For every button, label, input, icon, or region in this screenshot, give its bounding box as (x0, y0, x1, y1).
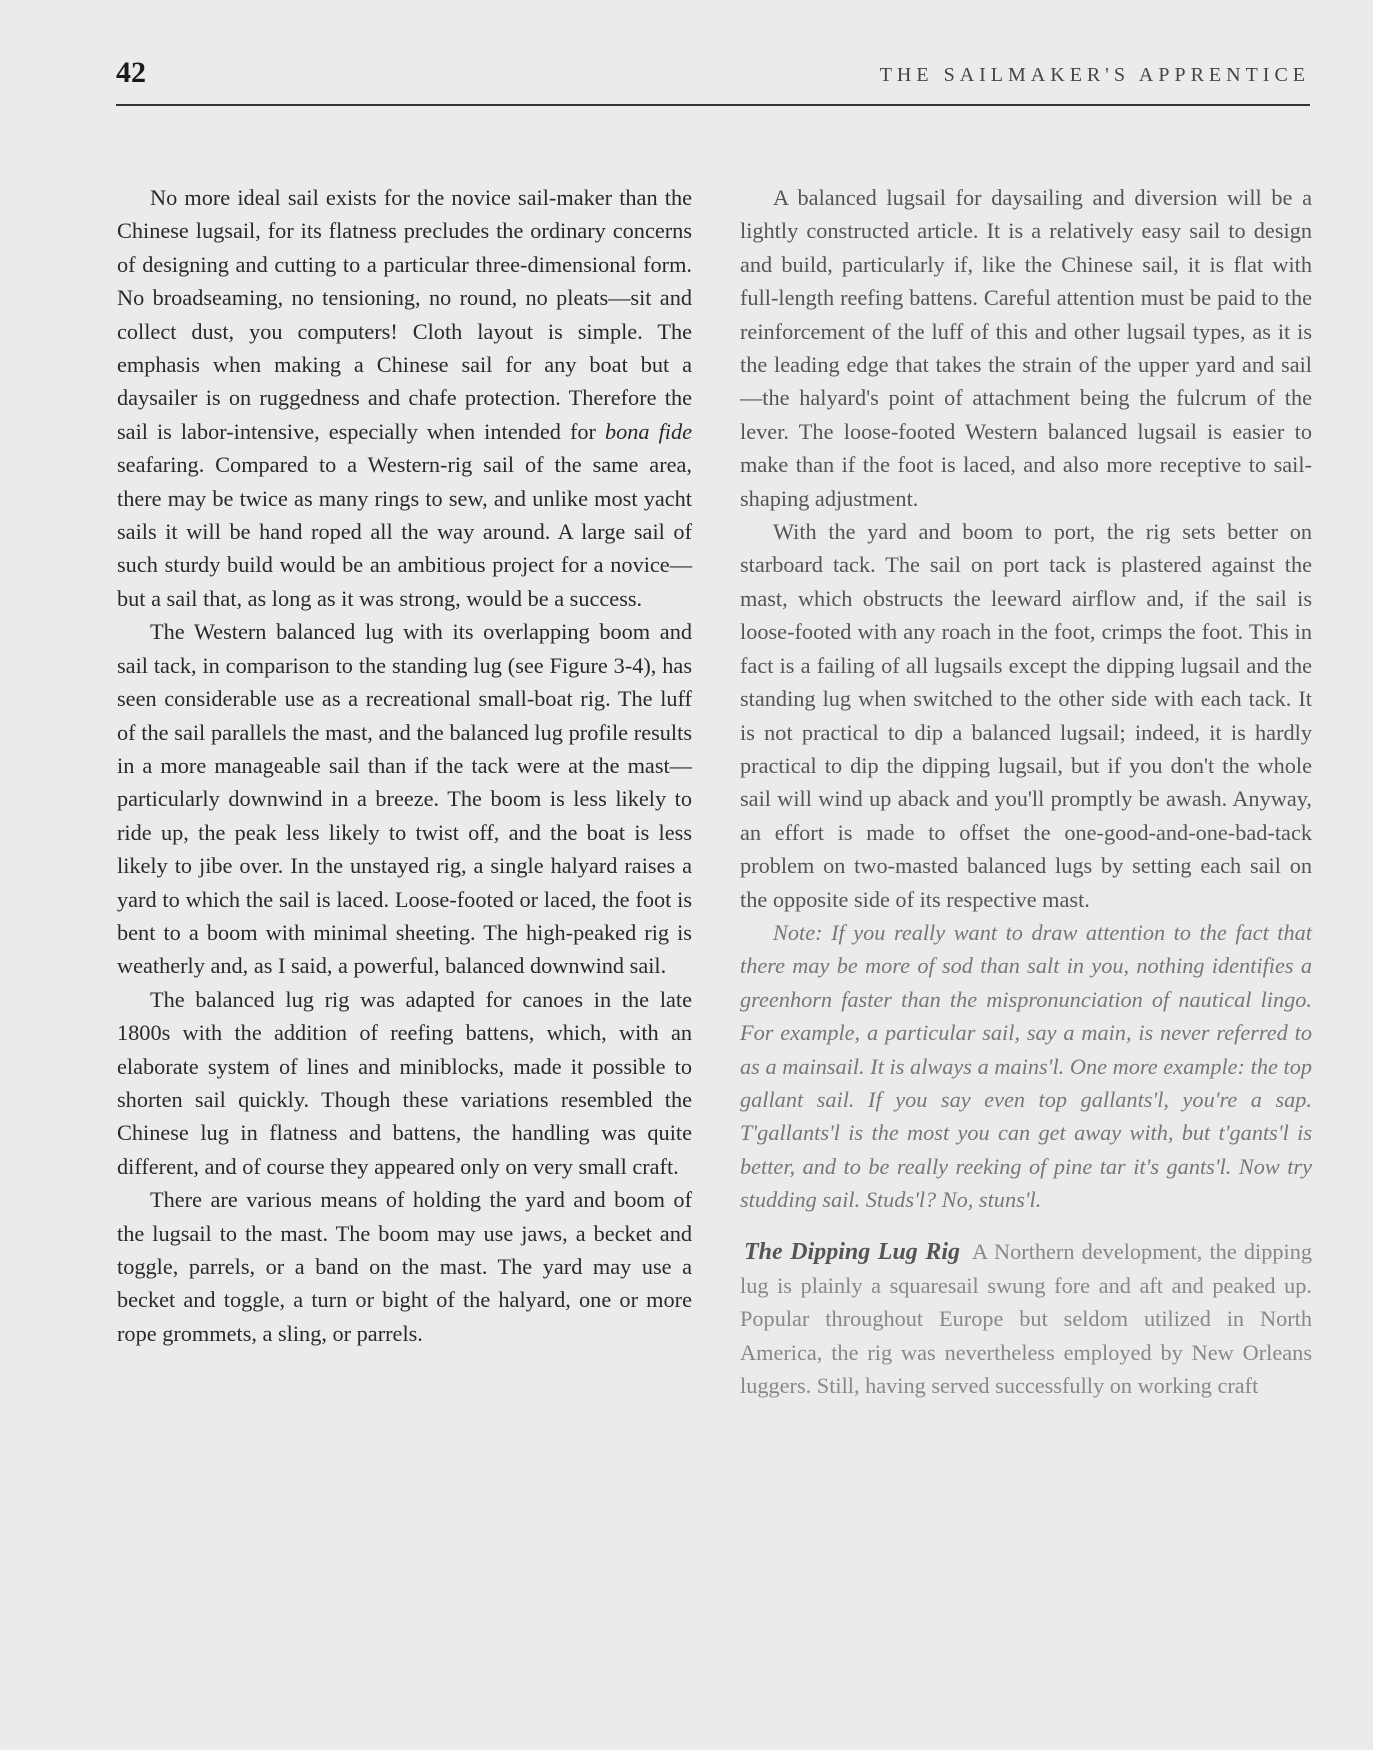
page-header (116, 56, 1310, 106)
paragraph: A balanced lugsail for daysailing and diversion will be a lightly constructed article. It is a relatively easy sail to design and build, particularly if, like the Chinese sail, it is flat with full-length reefing battens. Careful attention must be paid to the reinforcement of the luff of this and other lugsail types, as it is the leading edge that takes the strain of the upper yard and sail—the halyard's point of attachment being the fulcrum of the lever. The loose-footed Western balanced lugsail is easier to make than if the foot is laced, and also more receptive to sail-shaping adjustment. (740, 185, 1312, 511)
paragraph: No more ideal sail exists for the novice sail-maker than the Chinese lugsail, for its flatness precludes the ordinary concerns of designing and cutting to a particular three-dimensional form. No broadseaming, no tensioning, no round, no pleats—sit and collect dust, you computers! Cloth layout is simple. The emphasis when making a Chinese sail for any boat but a daysailer is on ruggedness and chafe protection. Therefore the sail is labor-intensive, especially when intended for bona fide seafaring. Compared to a Western-rig sail of the same area, there may be twice as many rings to sew, and unlike most yacht sails it will be hand roped all the way around. A large sail of such sturdy build would be an ambitious project for a novice—but a sail that, as long as it was strong, would be a success. (117, 185, 693, 611)
paragraph: The Western balanced lug with its overlapping boom and sail tack, in comparison to the standing lug (see Figure 3-4), has seen considerable use as a recreational small-boat rig. The luff of the sail parallels the mast, and the balanced lug profile results in a more manageable sail than if the tack were at the mast—particularly downwind in a breeze. The boom is less likely to ride up, the peak less likely to twist off, and the boat is less likely to jibe over. In the unstayed rig, a single halyard raises a yard to which the sail is laced. Loose-footed or laced, the foot is bent to a boom with minimal sheeting. The high-peaked rig is weatherly and, as I said, a powerful, balanced downwind sail. (117, 619, 692, 979)
note-paragraph: Note: If you really want to draw attention to the fact that there may be more of sod than salt in you, nothing identifies a greenhorn faster than the mispronunciation of nautical lingo. For example, a particular sail, say a main, is never referred to as a mainsail. It is always a mains'l. One more example: the top gallant sail. If you say even top gallants'l, you're a sap. T'gallants'l is the most you can get away with, but t'gants'l is better, and to be really reeking of pine tar it's gants'l. Now try studding sail. Studs'l? No, stuns'l. (740, 919, 1312, 1213)
running-head: THE SAILMAKER'S APPRENTICE (879, 64, 1310, 86)
section-text: A Northern development, the dipping lug is plainly a squaresail swung fore and aft and peaked up. Popular throughout Europe but seldom utilized in North America, the rig was nevertheless employed by New Orleans luggers. Still, having served successfully on working craft (740, 1238, 1312, 1399)
section-title: The Dipping Lug Rig (744, 1238, 961, 1265)
paragraph: The balanced lug rig was adapted for canoes in the late 1800s with the addition of reefing battens, which, with an elaborate system of lines and miniblocks, made it possible to shorten sail quickly. Though these variations resembled the Chinese lug in flatness and battens, the handling was quite different, and of course they appeared only on very small craft. (117, 986, 692, 1179)
section-paragraph (740, 1235, 1312, 1403)
left-column (117, 181, 692, 1350)
right-column (740, 181, 1312, 1403)
paragraph: There are various means of holding the yard and boom of the lugsail to the mast. The boom may use jaws, a becket and toggle, parrels, or a band on the mast. The yard may use a becket and toggle, a turn or bight of the halyard, one or more rope grommets, a sling, or parrels. (117, 1187, 692, 1346)
page-number: 42 (116, 56, 146, 89)
paragraph: With the yard and boom to port, the rig sets better on starboard tack. The sail on port tack is plastered against the mast, which obstructs the leeward airflow and, if the sail is loose-footed with any roach in the foot, crimps the foot. This in fact is a failing of all lugsails except the dipping lugsail and the standing lug when switched to the other side with each tack. It is not practical to dip a balanced lugsail; indeed, it is hardly practical to dip the dipping lugsail, but if you don't the whole sail will wind up aback and you'll promptly be awash. Anyway, an effort is made to offset the one-good-and-one-bad-tack problem on two-masted balanced lugs by setting each sail on the opposite side of its respective mast. (740, 519, 1312, 912)
